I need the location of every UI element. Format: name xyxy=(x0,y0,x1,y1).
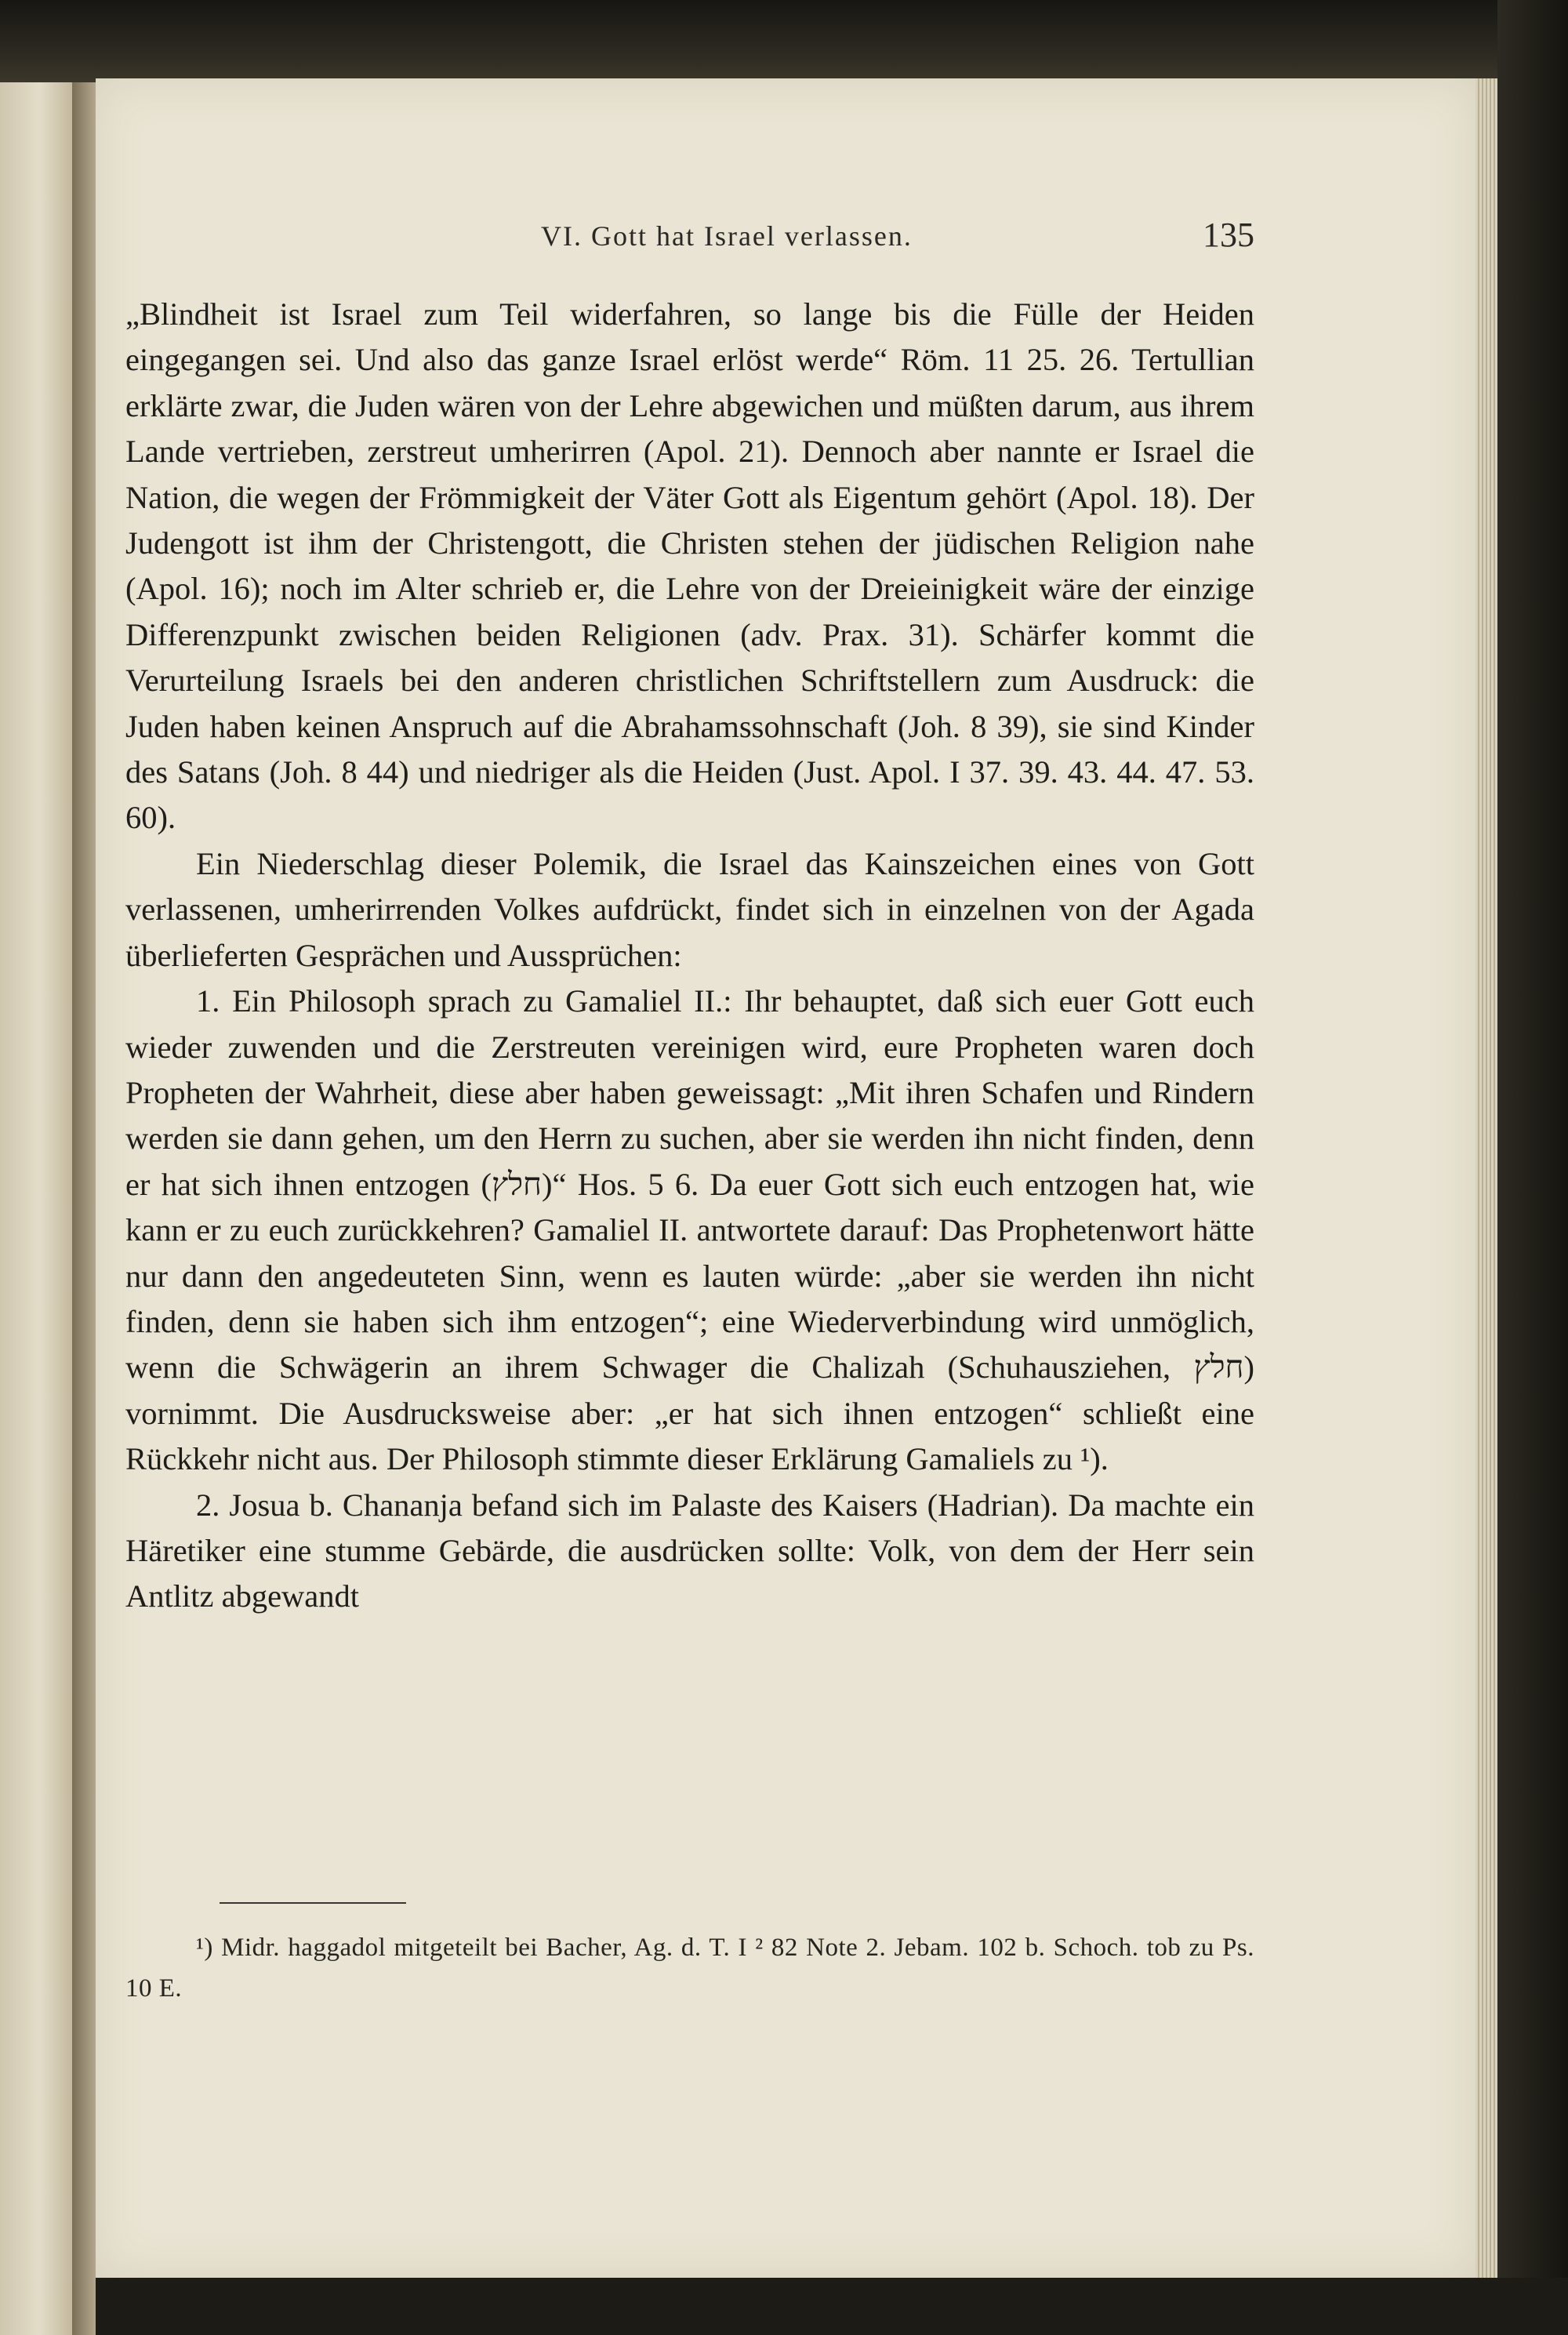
scan-top-edge xyxy=(0,0,1568,82)
running-head xyxy=(125,216,1254,267)
book-gutter xyxy=(72,82,96,2335)
footnote xyxy=(125,1927,1254,2009)
paragraph-3: 1. Ein Philosoph sprach zu Gamaliel II.: Ihr behauptet, daß sich euer Gott euch wieder zuwenden und die Zerstreuten vereinigen wird, eure Propheten waren doch Propheten der Wahrheit, diese aber haben geweissagt: „Mit ihren Schafen und Rindern werden sie dann gehen, um den Herrn zu suchen, aber sie werden ihn nicht finden, denn er hat sich ihnen entzogen (חלץ)“ Hos. 5 6. Da euer Gott sich euch entzogen hat, wie kann er zu euch zurückkehren? Gamaliel II. antwortete darauf: Das Prophetenwort hätte nur dann den angedeuteten Sinn, wenn es lauten würde: „aber sie werden ihn nicht finden, denn sie haben sich ihm entzogen“; eine Wiederverbindung wird unmöglich, wenn die Schwägerin an ihrem Schwager die Chalizah (Schuhausziehen, חלץ) vornimmt. Die Ausdrucksweise aber: „er hat sich ihnen entzogen“ schließt eine Rückkehr nicht aus. Der Philosoph stimmte dieser Erklärung Gamaliels zu ¹). xyxy=(125,983,1254,1477)
footnote-rule xyxy=(220,1902,406,1904)
scan-right-edge xyxy=(1497,0,1568,2335)
paragraph-2: Ein Niederschlag dieser Polemik, die Israel das Kainszeichen eines von Gott verlassenen, umherirrenden Volkes aufdrückt, findet sich in einzelnen von der Agada überlieferten Gesprächen und Aussprüchen: xyxy=(125,845,1254,973)
body-text xyxy=(125,292,1254,1620)
paragraph-1: „Blindheit ist Israel zum Teil widerfahren, so lange bis die Fülle der Heiden eingegangen sei. Und also das ganze Israel erlöst werde“ Röm. 11 25. 26. Tertullian erklärte zwar, die Juden wären von der Lehre abgewichen und müßten darum, aus ihrem Lande vertrieben, zerstreut umherirren (Apol. 21). Dennoch aber nannte er Israel die Nation, die wegen der Frömmigkeit der Väter Gott als Eigentum gehört (Apol. 18). Der Judengott ist ihm der Christengott, die Christen stehen der jüdischen Religion nahe (Apol. 16); noch im Alter schrieb er, die Lehre von der Dreieinigkeit wäre der einzige Differenzpunkt zwischen beiden Religionen (adv. Prax. 31). Schärfer kommt die Verurteilung Israels bei den anderen christlichen Schriftstellern zum Ausdruck: die Juden haben keinen Anspruch auf die Abrahamssohnschaft (Joh. 8 39), sie sind Kinder des Satans (Joh. 8 44) und niedriger als die Heiden (Just. Apol. I 37. 39. 43. 44. 47. 53. 60). xyxy=(125,296,1254,836)
scan-bottom-edge xyxy=(96,2278,1568,2335)
facing-page-edge xyxy=(0,82,72,2335)
page-stack-edge xyxy=(1475,78,1497,2278)
paragraph-4: 2. Josua b. Chananja befand sich im Palaste des Kaisers (Hadrian). Da machte ein Häretiker eine stumme Gebärde, die ausdrücken sollte: Volk, von dem der Herr sein Antlitz abgewandt xyxy=(125,1487,1254,1614)
page-number: 135 xyxy=(1203,216,1254,254)
running-title: VI. Gott hat Israel verlassen. xyxy=(541,220,913,252)
footnote-text: ¹) Midr. haggadol mitgeteilt bei Bacher, Ag. d. T. I ² 82 Note 2. Jebam. 102 b. Schoch. tob zu Ps. 10 E. xyxy=(125,1934,1254,2003)
